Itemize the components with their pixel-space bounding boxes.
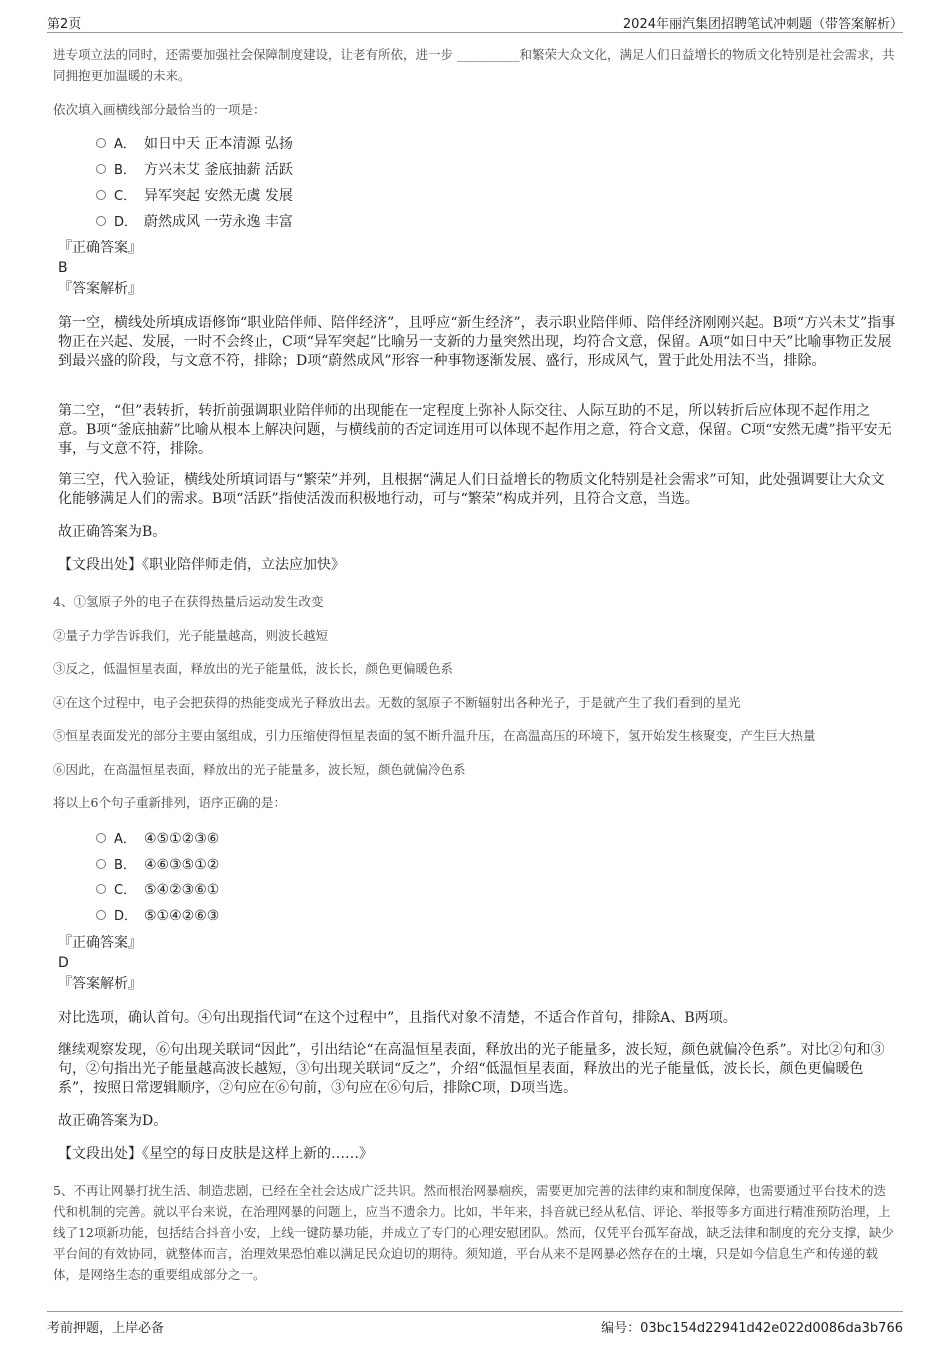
q3-option-c[interactable]: C． 异军突起 安然无虞 发展: [96, 186, 293, 206]
q3-analysis-p3: 第三空，代入验证，横线处所填词语与“繁荣”并列，且根据“满足人们日益增长的物质文化特别是社会需求”可知，此处强调要让大众文化能够满足人们的需求。B项“活跃”指使活泼而积极地行动，可与“繁荣”构成并列，且符合文意，当选。: [58, 472, 885, 507]
q3-analysis-label: 『答案解析』: [58, 281, 142, 297]
q3-answer-label: 『正确答案』: [58, 240, 142, 256]
q4-sentence-3: ③反之，低温恒星表面，释放出的光子能量低，波长长，颜色更偏暖色系: [53, 661, 454, 676]
q4-analysis-label: 『答案解析』: [58, 976, 142, 992]
q3-option-d[interactable]: D． 蔚然成风 一劳永逸 丰富: [96, 212, 293, 232]
q3-option-a[interactable]: A． 如日中天 正本清源 弘扬: [96, 134, 293, 154]
q4-option-a[interactable]: A． ④⑤①②③⑥: [96, 829, 219, 849]
radio-icon[interactable]: [96, 884, 106, 894]
radio-icon[interactable]: [96, 910, 106, 920]
q4-sentence-1: 4、①氢原子外的电子在获得热量后运动发生改变: [53, 594, 324, 609]
q4-analysis-p1: 对比选项，确认首句。④句出现指代词“在这个过程中”，且指代对象不清楚，不适合作首句，排除A、B两项。: [58, 1010, 737, 1026]
q3-analysis-p2: 第二空，“但”表转折，转折前强调职业陪伴师的出现能在一定程度上弥补人际交往、人际互助的不足，所以转折后应体现不起作用之意。B项“釜底抽薪”比喻从根本上解决问题，与横线前的否定词连用可以体现不起作用之意，符合文意，保留。C项“安然无虞”指平安无事，与文意不符，排除。: [58, 403, 892, 457]
q4-sentence-6: ⑥因此，在高温恒星表面，释放出的光子能量多，波长短，颜色就偏冷色系: [53, 762, 466, 777]
q3-analysis-p1: 第一空，横线处所填成语修饰“职业陪伴师、陪伴经济”，且呼应“新生经济”，表示职业陪伴师、陪伴经济刚刚兴起。B项“方兴未艾”指事物正在兴起、发展，一时不会终止，C项“异军突起”比喻另一支新的力量突然出现，均符合文意，保留。A项“如日中天”比喻事物正发展到最兴盛的阶段，与文意不符，排除；D项“蔚然成风”形容一种事物逐渐发展、盛行，形成风气，置于此处用法不当，排除。: [58, 315, 896, 369]
radio-icon[interactable]: [96, 859, 106, 869]
q4-answer: D: [58, 955, 69, 971]
radio-icon[interactable]: [96, 138, 106, 148]
document-title: 2024年丽汽集团招聘笔试冲刺题（带答案解析）: [622, 17, 903, 32]
radio-icon[interactable]: [96, 190, 106, 200]
radio-icon[interactable]: [96, 216, 106, 226]
radio-icon[interactable]: [96, 833, 106, 843]
radio-icon[interactable]: [96, 164, 106, 174]
q4-option-d[interactable]: D． ⑤①④②⑥③: [96, 906, 219, 926]
q4-source: 【文段出处】《星空的每日皮肤是这样上新的……》: [58, 1146, 373, 1162]
document-code: 编号：03bc154d22941d42e022d0086da3b766: [601, 1321, 903, 1336]
q4-sentence-2: ②量子力学告诉我们，光子能量越高，则波长越短: [53, 628, 329, 643]
q4-sentence-4: ④在这个过程中，电子会把获得的热能变成光子释放出去。无数的氢原子不断辐射出各种光子，于是就产生了我们看到的星光: [53, 695, 741, 710]
q4-conclusion: 故正确答案为D。: [58, 1113, 168, 1129]
q3-blank: __________: [457, 47, 520, 62]
q4-answer-label: 『正确答案』: [58, 935, 142, 951]
q4-prompt: 将以上6个句子重新排列，语序正确的是：: [53, 795, 286, 810]
q3-prompt: 依次填入画横线部分最恰当的一项是：: [53, 102, 266, 117]
footer-slogan: 考前押题，上岸必备: [47, 1321, 165, 1336]
page-number: 第2页: [47, 17, 82, 32]
q4-option-b[interactable]: B． ④⑥③⑤①②: [96, 855, 219, 875]
q3-conclusion: 故正确答案为B。: [58, 524, 167, 540]
q4-option-c[interactable]: C． ⑤④②③⑥①: [96, 880, 219, 900]
q3-option-b[interactable]: B． 方兴未艾 釜底抽薪 活跃: [96, 160, 293, 180]
q3-stem: 进专项立法的同时，还需要加强社会保障制度建设，让老有所依，进一步 __________和繁荣大众文化，满足人们日益增长的物质文化特别是社会需求，共同拥抱更加温暖的未来。: [53, 47, 895, 83]
q4-sentence-5: ⑤恒星表面发光的部分主要由氢组成，引力压缩使得恒星表面的氢不断升温升压，在高温高压的环境下，氢开始发生核聚变，产生巨大热量: [53, 728, 816, 743]
q4-analysis-p2: 继续观察发现，⑥句出现关联词“因此”，引出结论“在高温恒星表面，释放出的光子能量多，波长短，颜色就偏冷色系”。对比②句和③句，②句指出光子能量越高波长越短，③句出现关联词“反之”，介绍“低温恒星表面，释放出的光子能量低，波长长，颜色更偏暖色系”，按照日常逻辑顺序，②句应在⑥句前，③句应在⑥句后，排除C项，D项当选。: [58, 1042, 885, 1096]
q5-stem: 5、不再让网暴打扰生活、制造悲剧，已经在全社会达成广泛共识。然而根治网暴痼疾，需要更加完善的法律约束和制度保障，也需要通过平台技术的迭代和机制的完善。就以平台来说，在治理网暴的问题上，应当不遗余力。比如，半年来，抖音就已经从私信、评论、举报等多方面进行精准预防治理，上线了12项新功能，包括结合抖音小安，上线一键防暴功能，并成立了专门的心理安慰团队。然而，仅凭平台孤军奋战，缺乏法律和制度的充分支撑，缺少平台间的有效协同，就整体而言，治理效果恐怕难以满足民众迫切的期待。须知道，平台从来不是网暴必然存在的土壤，只是如今信息生产和传递的载体，是网络生态的重要组成部分之一。: [53, 1183, 894, 1282]
page-footer: [47, 1311, 903, 1342]
q3-answer: B: [58, 260, 68, 276]
q3-source: 【文段出处】《职业陪伴师走俏，立法应加快》: [58, 557, 345, 573]
page-header: [47, 10, 903, 33]
